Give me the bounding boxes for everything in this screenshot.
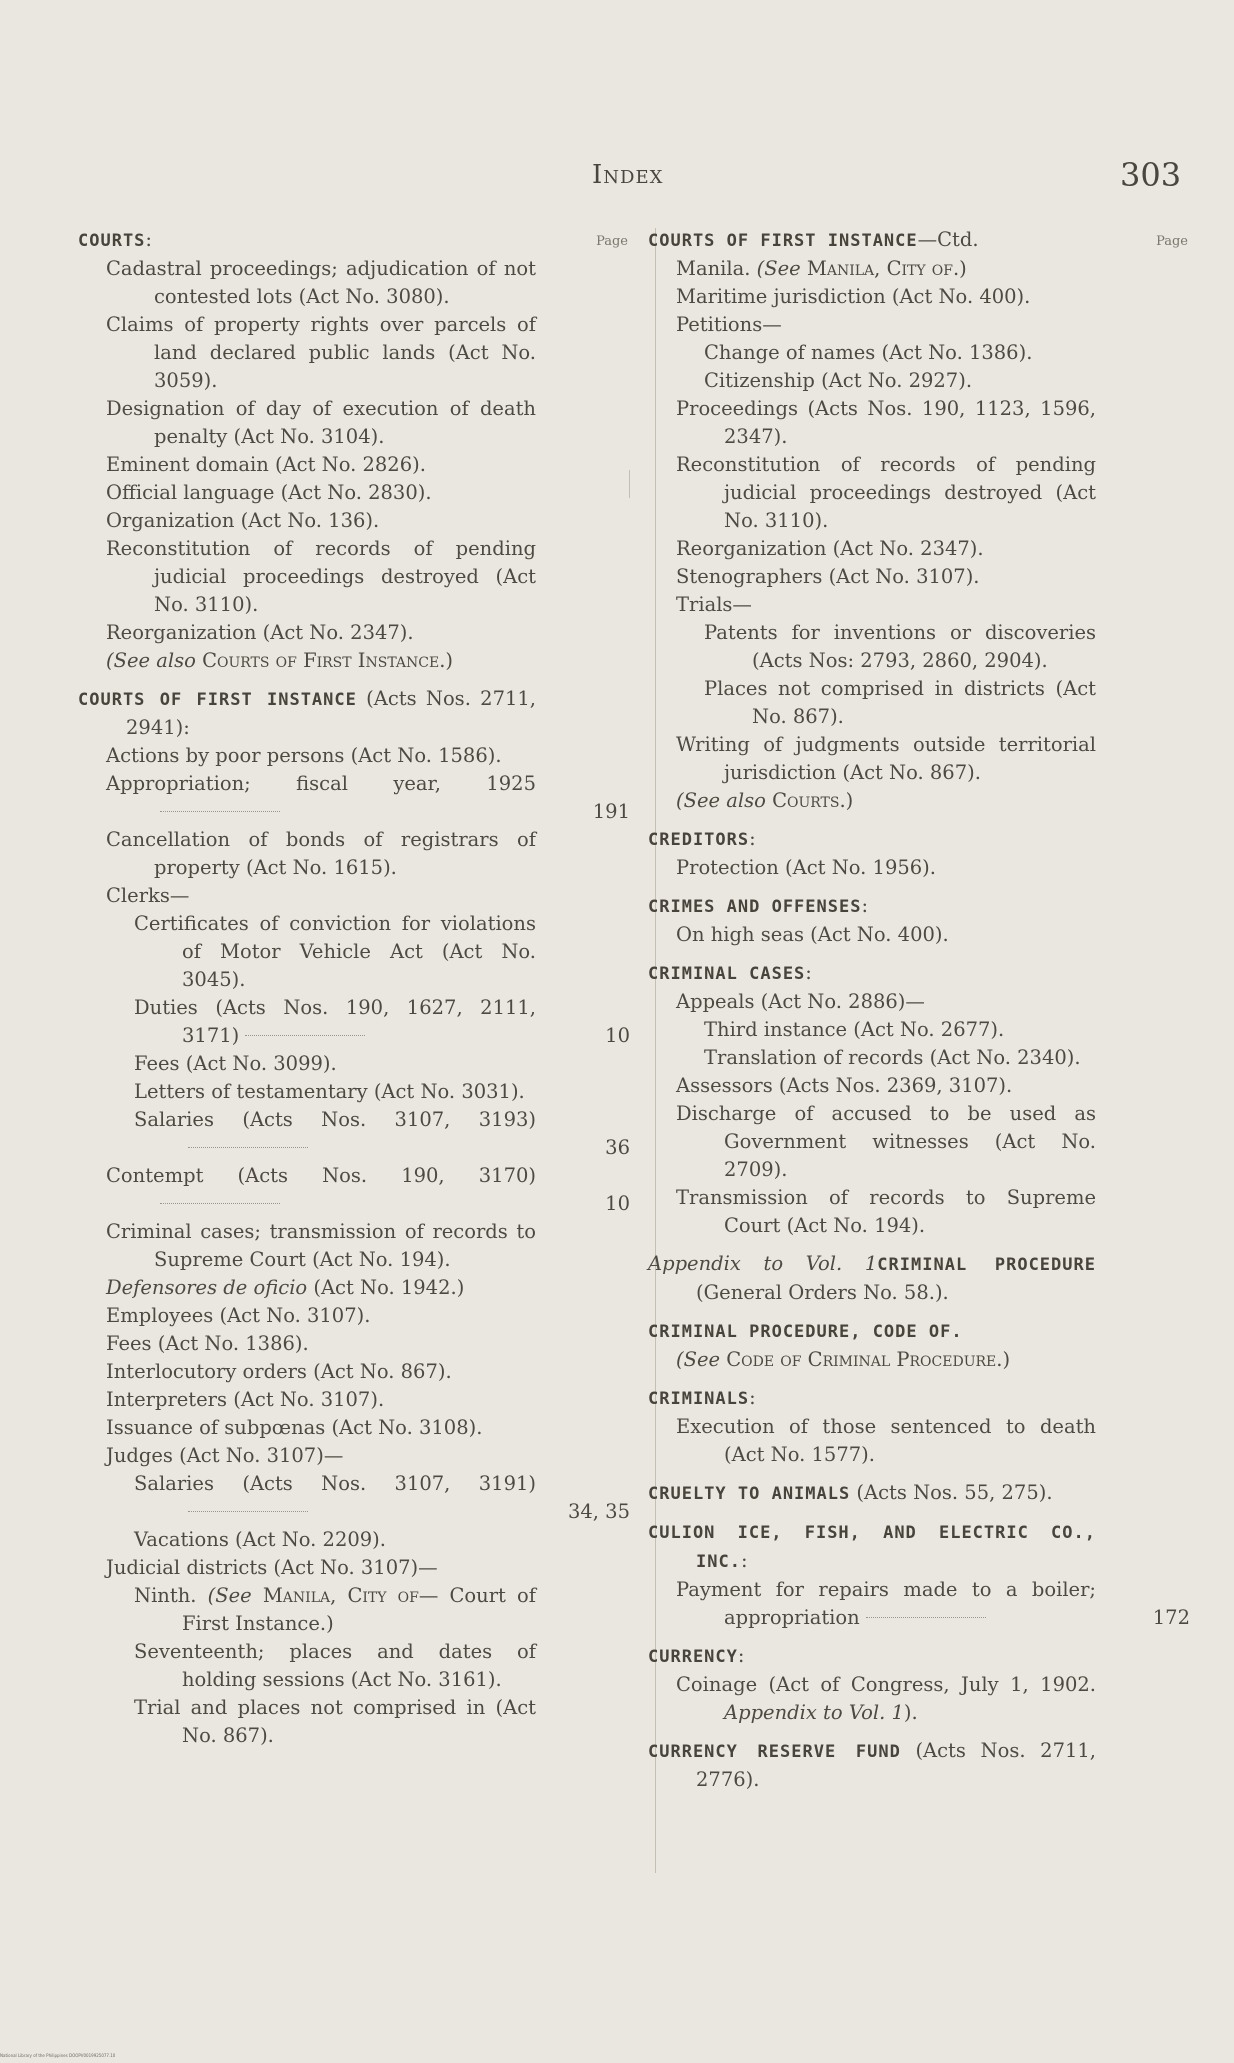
entry-gap (78, 675, 618, 685)
entry-heading-text: CRIMINAL PROCEDURE (877, 1255, 1096, 1275)
index-heading (648, 1642, 1178, 1671)
page-column-label: Page (1156, 234, 1188, 249)
index-entry (648, 787, 1178, 815)
page-reference: 10 (605, 1024, 630, 1047)
entry-text: Employees (Act No. 3107). (106, 1304, 371, 1327)
entry-text: : (749, 1386, 756, 1409)
entry-text: Clerks— (106, 884, 190, 907)
entry-text: Proceedings (Acts Nos. 190, 1123, 1596, 2347). (676, 397, 1096, 448)
index-heading (78, 226, 618, 255)
entry-text: : (749, 827, 756, 850)
entry-text: Vacations (Act No. 2209). (134, 1528, 386, 1551)
index-entry (78, 1582, 618, 1638)
entry-text: Coinage (Act of Congress, July 1, 1902. (676, 1673, 1096, 1696)
index-entry (78, 910, 618, 994)
entry-gap (648, 1727, 1178, 1737)
entry-italic-text: Appendix to Vol. 1 (648, 1252, 878, 1275)
entry-text: Reorganization (Act No. 2347). (106, 621, 414, 644)
entry-text: Cancellation of bonds of registrars of property (Act No. 1615). (106, 828, 536, 879)
entry-text: Reorganization (Act No. 2347). (676, 537, 984, 560)
entry-italic-text: Appendix to Vol. 1 (724, 1701, 904, 1724)
index-entry (78, 742, 618, 770)
entry-text: Salaries (Acts Nos. 3107, 3193) (134, 1108, 536, 1131)
index-heading (648, 1250, 1178, 1307)
index-entry (78, 1638, 618, 1694)
see-reference-label: (See (756, 257, 801, 280)
leader-dots (160, 1203, 280, 1204)
see-reference-target: Courts.) (772, 789, 854, 812)
entry-text: Protection (Act No. 1956). (676, 856, 936, 879)
index-heading (648, 825, 1178, 854)
index-entry (648, 311, 1178, 339)
see-reference-target: Manila, City of.) (806, 257, 967, 280)
index-entry (78, 1442, 618, 1470)
entry-text: Designation of day of execution of death penalty (Act No. 3104). (106, 397, 536, 448)
index-entry (78, 1386, 618, 1414)
page-reference: 172 (1152, 1606, 1190, 1629)
entry-gap (648, 1240, 1178, 1250)
entry-text: Transmission of records to Supreme Court (Act No. 194). (676, 1186, 1096, 1237)
index-entry (648, 563, 1178, 591)
index-entry (648, 535, 1178, 563)
index-entry (648, 1016, 1178, 1044)
entry-text: Citizenship (Act No. 2927). (704, 369, 973, 392)
page-reference: 34, 35 (567, 1500, 630, 1523)
index-entry (78, 535, 618, 619)
entry-text: (Act No. 1942.) (307, 1276, 465, 1299)
entry-text: Payment for repairs made to a boiler; appropriation (676, 1578, 1096, 1629)
index-heading (648, 1317, 1178, 1346)
entry-text: Translation of records (Act No. 2340). (704, 1046, 1081, 1069)
entry-text: Claims of property rights over parcels of land declared public lands (Act No. 3059). (106, 313, 536, 392)
see-reference-label: (See (207, 1584, 252, 1607)
index-entry (648, 1100, 1178, 1184)
page-column-label: Page (596, 234, 628, 249)
entry-text: Interlocutory orders (Act No. 867). (106, 1360, 452, 1383)
see-reference-target: Courts of First Instance.) (202, 649, 454, 672)
page-title: Index (592, 160, 664, 190)
margin-mark (629, 470, 630, 498)
index-heading (648, 1384, 1178, 1413)
index-entry (78, 619, 618, 647)
entry-text: (Acts Nos. 55, 275). (850, 1481, 1053, 1504)
leader-dots (160, 811, 280, 812)
entry-gap (648, 949, 1178, 959)
index-entry (78, 311, 618, 395)
index-heading (648, 226, 1178, 255)
entry-text: Trial and places not comprised in (Act No. 867). (134, 1696, 536, 1747)
index-entry (78, 1106, 630, 1162)
entry-text: Official language (Act No. 2830). (106, 481, 432, 504)
index-entry (78, 1358, 618, 1386)
entry-heading-text: CREDITORS (648, 830, 750, 850)
index-entry (78, 451, 618, 479)
entry-text: Salaries (Acts Nos. 3107, 3191) (134, 1472, 536, 1495)
entry-tail-text: Court of First Instance.) (182, 1584, 537, 1635)
entry-text: Maritime jurisdiction (Act No. 400). (676, 285, 1031, 308)
entry-italic-text: Defensores de oficio (106, 1276, 308, 1299)
index-entry (648, 591, 1178, 619)
index-entry (78, 1470, 630, 1526)
entry-gap (648, 1469, 1178, 1479)
entry-gap (648, 882, 1178, 892)
index-entry (648, 255, 1178, 283)
entry-heading-text: COURTS (78, 231, 146, 251)
leader-dots (866, 1617, 986, 1618)
entry-text: : (737, 1644, 745, 1667)
index-entry (78, 1526, 618, 1554)
index-entry (78, 882, 618, 910)
see-reference-target: Manila, City of— (262, 1584, 439, 1607)
entry-text: Stenographers (Act No. 3107). (676, 565, 980, 588)
entry-heading-text: CURRENCY (648, 1647, 738, 1667)
index-entry (78, 1694, 618, 1750)
index-entry (648, 1044, 1178, 1072)
entry-text: Reconstitution of records of pending judicial proceedings destroyed (Act No. 3110). (106, 537, 536, 616)
index-entry (78, 507, 618, 535)
entry-text: Criminal cases; transmission of records to Supreme Court (Act No. 194). (106, 1220, 536, 1271)
entry-text: Appropriation; fiscal year, 1925 (106, 772, 536, 795)
entry-text: Judicial districts (Act No. 3107)— (106, 1556, 438, 1579)
index-entry (78, 479, 618, 507)
entry-heading-text: CRIMES AND OFFENSES (648, 897, 862, 917)
entry-gap (648, 1374, 1178, 1384)
entry-text: Appeals (Act No. 2886)— (676, 990, 925, 1013)
entry-gap (648, 1307, 1178, 1317)
page-number: 303 (1120, 156, 1182, 194)
entry-text: Fees (Act No. 3099). (134, 1052, 337, 1075)
index-entry (78, 1554, 618, 1582)
index-entry (648, 1072, 1178, 1100)
entry-text: Duties (Acts Nos. 190, 1627, 2111, 3171) (134, 996, 536, 1047)
index-entry (78, 1162, 630, 1218)
entry-text: (Acts Nos. 2711, 2941): (126, 687, 536, 739)
entry-heading-text: CULION ICE, FISH, AND ELECTRIC CO., INC. (648, 1523, 1096, 1572)
index-entry (648, 451, 1178, 535)
entry-text: : (145, 228, 152, 251)
entry-text: (Acts Nos. 2711, 2776). (696, 1739, 1096, 1791)
index-entry (78, 1078, 618, 1106)
entry-text: Actions by poor persons (Act No. 1586). (106, 744, 502, 767)
page-header (0, 156, 1234, 204)
entry-heading-text: COURTS OF FIRST INSTANCE (78, 690, 357, 710)
entry-text: Letters of testamentary (Act No. 3031). (134, 1080, 525, 1103)
index-entry (648, 854, 1178, 882)
index-heading (648, 1737, 1178, 1794)
index-entry (648, 1576, 1190, 1632)
index-entry (648, 619, 1178, 675)
index-entry (78, 1218, 618, 1274)
leader-dots (188, 1147, 308, 1148)
entry-heading-text: CRIMINALS (648, 1389, 750, 1409)
index-entry (648, 1346, 1178, 1374)
index-heading (648, 959, 1178, 988)
entry-text: Seventeenth; places and dates of holding sessions (Act No. 3161). (134, 1640, 536, 1691)
index-entry (78, 1302, 618, 1330)
index-entry (648, 675, 1178, 731)
entry-text: Discharge of accused to be used as Government witnesses (Act No. 2709). (676, 1102, 1096, 1181)
index-entry (78, 770, 630, 826)
entry-text: Certificates of conviction for violations of Motor Vehicle Act (Act No. 3045). (134, 912, 536, 991)
entry-text: Assessors (Acts Nos. 2369, 3107). (676, 1074, 1013, 1097)
page-reference: 36 (605, 1136, 630, 1159)
see-reference-target: Code of Criminal Procedure.) (726, 1348, 1011, 1371)
entry-text: Places not comprised in districts (Act No. 867). (704, 677, 1096, 728)
index-entry (648, 1671, 1178, 1727)
index-entry (648, 1184, 1178, 1240)
entry-text: Fees (Act No. 1386). (106, 1332, 309, 1355)
entry-text: Third instance (Act No. 2677). (704, 1018, 1005, 1041)
entry-text: Change of names (Act No. 1386). (704, 341, 1033, 364)
entry-heading-text: CRUELTY TO ANIMALS (648, 1484, 851, 1504)
entry-text: Trials— (676, 593, 752, 616)
index-column-left (78, 226, 630, 1750)
entry-text: Interpreters (Act No. 3107). (106, 1388, 385, 1411)
entry-tail-text: ). (903, 1701, 918, 1724)
index-column-right (648, 226, 1190, 1794)
index-entry (648, 339, 1178, 367)
entry-gap (648, 815, 1178, 825)
entry-gap (648, 1632, 1178, 1642)
entry-text: (General Orders No. 58. (696, 1281, 935, 1304)
entry-text: Issuance of subpœnas (Act No. 3108). (106, 1416, 483, 1439)
index-entry (78, 255, 618, 311)
entry-text: Contempt (Acts Nos. 190, 3170) (106, 1164, 536, 1187)
entry-text: Eminent domain (Act No. 2826). (106, 453, 426, 476)
entry-heading-text: CRIMINAL PROCEDURE, CODE OF. (648, 1322, 963, 1342)
entry-gap (648, 1508, 1178, 1518)
index-entry (78, 1330, 618, 1358)
leader-dots (188, 1511, 308, 1512)
entry-text: Writing of judgments outside territorial jurisdiction (Act No. 867). (676, 733, 1096, 784)
index-entry (648, 731, 1178, 787)
entry-text: —Ctd. (917, 228, 979, 251)
index-entry (648, 988, 1178, 1016)
index-entry (78, 1050, 618, 1078)
index-entries-right (648, 226, 1190, 1794)
see-reference-label: (See also (106, 649, 196, 672)
index-heading (78, 685, 618, 742)
index-entry (648, 395, 1178, 451)
leader-dots (245, 1035, 365, 1036)
entry-text: Ninth. (134, 1584, 197, 1607)
index-entry (78, 994, 630, 1050)
entry-heading-text: COURTS OF FIRST INSTANCE (648, 231, 918, 251)
see-reference-label: (See also (676, 789, 766, 812)
entry-heading-text: CURRENCY RESERVE FUND (648, 1742, 901, 1762)
index-entry (78, 1414, 618, 1442)
page-reference: 191 (592, 800, 630, 823)
index-entry (78, 647, 618, 675)
index-entry (78, 1274, 618, 1302)
index-entry (648, 283, 1178, 311)
entry-text: Patents for inventions or discoveries (Acts Nos: 2793, 2860, 2904). (704, 621, 1096, 672)
entry-text: Execution of those sentenced to death (Act No. 1577). (676, 1415, 1096, 1466)
entry-text: : (740, 1549, 748, 1572)
index-entries-left (78, 226, 630, 1750)
entry-text: : (805, 961, 812, 984)
entry-text: : (861, 894, 869, 917)
index-heading (648, 1518, 1178, 1576)
index-entry (648, 367, 1178, 395)
index-heading (648, 892, 1178, 921)
index-entry (648, 1413, 1178, 1469)
entry-text: Manila. (676, 257, 751, 280)
index-entry (648, 921, 1178, 949)
page-reference: 10 (605, 1192, 630, 1215)
scan-footer: National Library of the Philippines DOOPV0019925077.10 (0, 2053, 116, 2058)
entry-text: On high seas (Act No. 400). (676, 923, 949, 946)
entry-text: Organization (Act No. 136). (106, 509, 380, 532)
entry-heading-text: CRIMINAL CASES (648, 964, 806, 984)
entry-text: Judges (Act No. 3107)— (106, 1444, 344, 1467)
see-reference-label: (See (676, 1348, 721, 1371)
entry-tail-text: ). (934, 1281, 949, 1304)
entry-text: Petitions— (676, 313, 782, 336)
index-entry (78, 395, 618, 451)
entry-text: Reconstitution of records of pending judicial proceedings destroyed (Act No. 3110). (676, 453, 1096, 532)
index-entry (78, 826, 618, 882)
entry-text: Cadastral proceedings; adjudication of not contested lots (Act No. 3080). (106, 257, 536, 308)
index-heading (648, 1479, 1178, 1508)
